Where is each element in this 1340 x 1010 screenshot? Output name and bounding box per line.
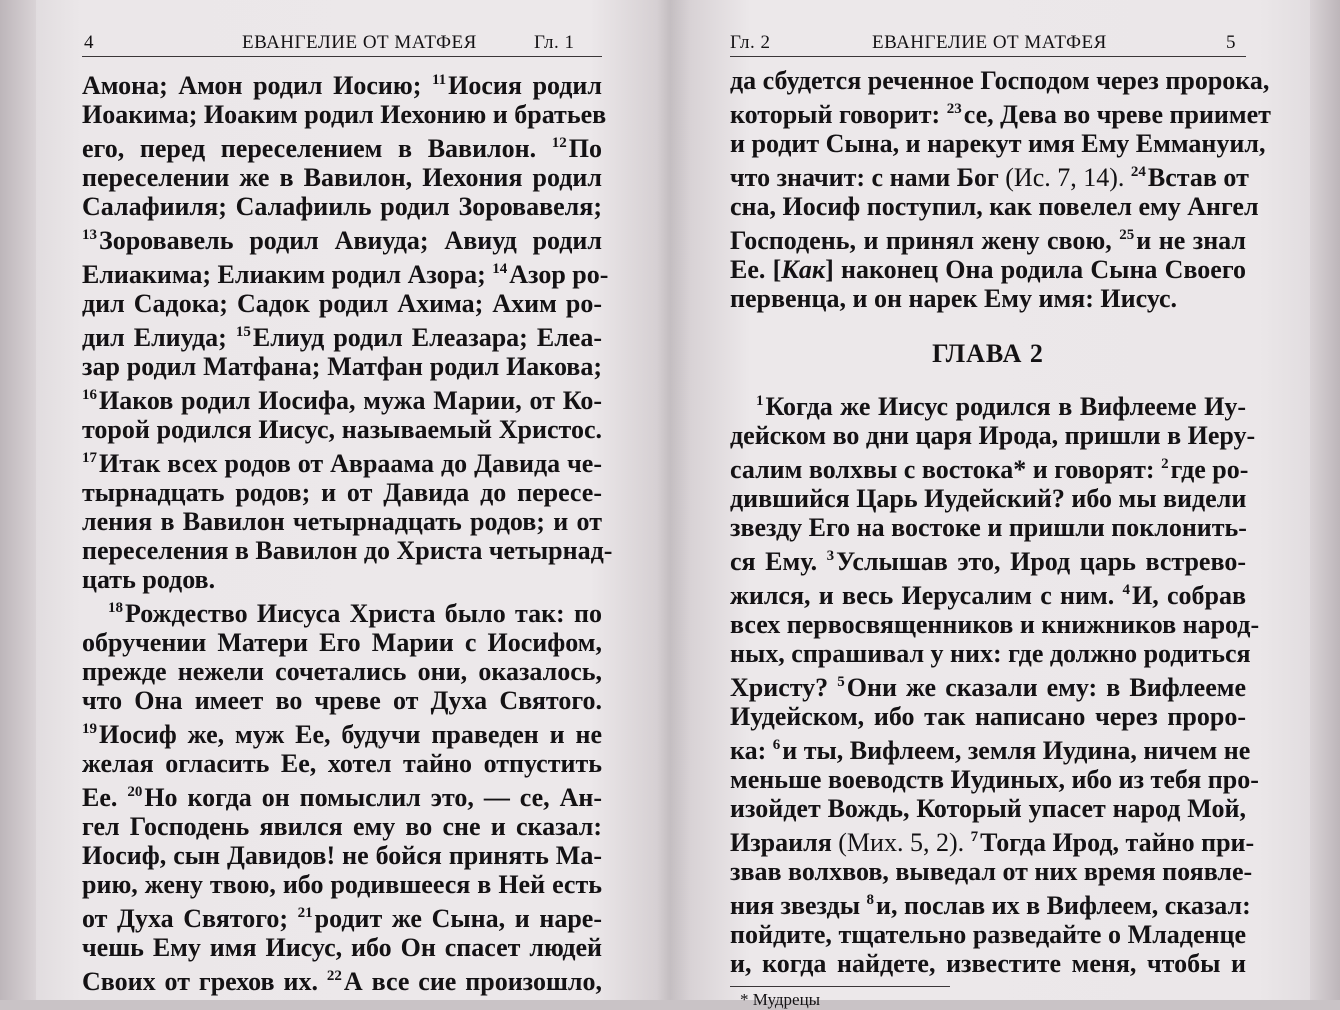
text-line: желая огласить Ее, хотел тайно отпустить (82, 749, 602, 778)
body-text-left (82, 66, 613, 996)
text-line: $^1$Когда же Иисус родился в Вифлееме Иу- (756, 392, 1246, 421)
text-line: Израиля (Мих. 5, 2). $^7$Тогда Ирод, тайно при- (730, 828, 1255, 857)
text-line: Салафииля; Салафииль родил Зоровавеля; (82, 192, 602, 221)
text-line: изойдет Вождь, Который упасет народ Мой, (730, 794, 1246, 823)
text-line: Ее. [Как] наконец Она родила Сына Своего (730, 255, 1246, 284)
body-text-right-ch2 (730, 387, 1260, 978)
text-line: дил Садока; Садок родил Ахима; Ахим ро- (82, 289, 602, 318)
text-line: Амона; Амон родил Иосию; $^{11}$Иосия родил (82, 71, 603, 100)
text-line: чешь Ему имя Иисус, ибо Он спасет людей (82, 933, 602, 962)
text-line: звав волхвов, выведал от них время появле- (730, 857, 1253, 886)
text-line: салим волхвы с востока* и говорят: $^2$где ро- (730, 455, 1249, 484)
text-line: жился, и весь Иерусалим с ним. $^4$И, собрав (730, 581, 1247, 610)
footnote: * Мудрецы (740, 990, 821, 1009)
text-line: Своих от грехов их. $^{22}$А все сие произошло, (82, 967, 603, 996)
text-line: тырнадцать родов; и от Давида до пересе- (82, 478, 602, 507)
running-title-right: ЕВАНГЕЛИЕ ОТ МАТФЕЯ (872, 32, 1107, 53)
text-line: дейском во дни царя Ирода, пришли в Иеру- (730, 421, 1256, 450)
text-line: зар родил Матфана; Матфан родил Иакова; (82, 352, 602, 381)
left-page (82, 26, 613, 996)
text-line: переселении же в Вавилон, Иехония родил (82, 163, 602, 192)
text-line: ных, спрашивал у них: где должно родиться (730, 639, 1251, 668)
text-line: Иосиф, сын Давидов! не бойся принять Ма- (82, 841, 602, 870)
running-head-left (82, 26, 602, 56)
text-line: Елиакима; Елиаким родил Азора; $^{14}$Азор ро- (82, 260, 609, 289)
text-line: да сбудется реченное Господом через пророка, (730, 66, 1270, 95)
text-line: всех первосвященников и книжников народ- (730, 610, 1260, 639)
page-number-left: 4 (84, 32, 94, 53)
header-rule-left (82, 56, 602, 57)
text-line: его, перед переселением в Вавилон. $^{12}$По (82, 134, 602, 163)
text-line: сна, Иосиф поступил, как повелел ему Ангел (730, 192, 1259, 221)
text-line: меньше воеводств Иудиных, ибо из тебя про- (730, 765, 1259, 794)
text-line: $^{17}$Итак всех родов от Авраама до Давида че- (82, 449, 602, 478)
text-line: $^{16}$Иаков родил Иосифа, мужа Марии, от Ко- (82, 386, 602, 415)
text-line: и, когда найдете, известите меня, чтобы и (730, 949, 1246, 978)
text-line: первенца, и он нарек Ему имя: Иисус. (730, 284, 1178, 313)
text-line: дившийся Царь Иудейский? ибо мы видели (730, 484, 1247, 513)
text-line: гел Господень явился ему во сне и сказал: (82, 812, 602, 841)
page-edge-left (0, 0, 36, 1000)
header-rule-right (730, 56, 1246, 57)
text-line: $^{18}$Рождество Иисуса Христа было так: по (108, 599, 602, 628)
text-line: ния звезды $^8$и, послав их в Вифлеем, сказал: (730, 891, 1251, 920)
chapter-heading: ГЛАВА 2 (932, 339, 1044, 368)
text-line: Ее. $^{20}$Но когда он помыслил это, — се, Ан- (82, 783, 603, 812)
text-line: торой родился Иисус, называемый Христос. (82, 415, 602, 444)
text-line: дил Елиуда; $^{15}$Елиуд родил Елеазара; Елеа- (82, 323, 602, 352)
text-line: рию, жену твою, ибо родившееся в Ней есть (82, 870, 602, 899)
text-line: что значит: с нами Бог (Ис. 7, 14). $^{24}$Встав от (730, 163, 1249, 192)
chapter-ref-right: Гл. 2 (730, 32, 771, 53)
text-line: звезду Его на востоке и пришли поклонить- (730, 513, 1247, 542)
text-line: Христу? $^5$Они же сказали ему: в Вифлееме (730, 673, 1247, 702)
body-text-right (730, 66, 1271, 313)
chapter-ref-left: Гл. 1 (534, 32, 575, 53)
text-line: пойдите, тщательно разведайте о Младенце (730, 920, 1246, 949)
running-title-left: ЕВАНГЕЛИЕ ОТ МАТФЕЯ (242, 32, 477, 53)
text-line: $^{19}$Иосиф же, муж Ее, будучи праведен и не (82, 720, 602, 749)
text-line: который говорит: $^{23}$се, Дева во чреве приимет (730, 100, 1271, 129)
text-line: ка: $^6$и ты, Вифлеем, земля Иудина, ничем не (730, 736, 1251, 765)
text-line: от Духа Святого; $^{21}$родит же Сына, и наре- (82, 904, 603, 933)
text-line: ления в Вавилон четырнадцать родов; и от (82, 507, 602, 536)
text-line: Господень, и принял жену свою, $^{25}$и не знал (730, 226, 1246, 255)
page-number-right: 5 (1226, 32, 1236, 53)
footnote-rule (730, 986, 950, 987)
text-line: прежде нежели сочетались они, оказалось, (82, 657, 602, 686)
text-line: Иоакима; Иоаким родил Иехонию и братьев (82, 100, 607, 129)
running-head-right (730, 26, 1246, 56)
text-line: $^{13}$Зоровавель родил Авиуда; Авиуд родил (82, 226, 602, 255)
text-line: переселения в Вавилон до Христа четырнад- (82, 536, 613, 565)
text-line: цать родов. (82, 565, 216, 594)
text-line: Иудейском, ибо так написано через проро- (730, 702, 1246, 731)
page-edge-right (1310, 0, 1340, 1000)
text-line: обручении Матери Его Марии с Иосифом, (82, 628, 602, 657)
text-line: ся Ему. $^3$Услышав это, Ирод царь встрево- (730, 547, 1246, 576)
text-line: что Она имеет во чреве от Духа Святого. (82, 686, 602, 715)
text-line: и родит Сына, и нарекут имя Ему Еммануил, (730, 129, 1266, 158)
right-page (730, 26, 1271, 1009)
